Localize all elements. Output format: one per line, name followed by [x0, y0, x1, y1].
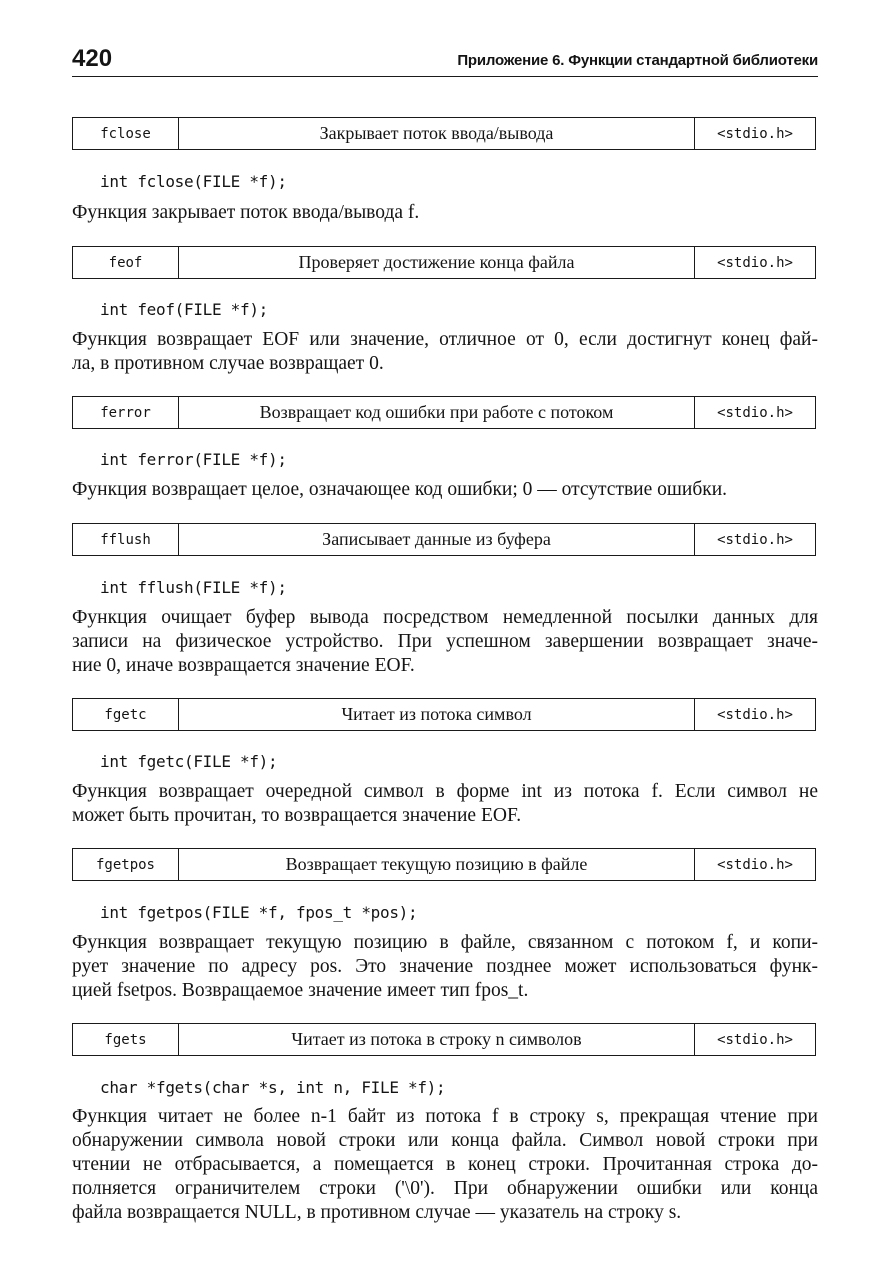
function-prototype: int feof(FILE *f); — [100, 300, 268, 319]
description-line: Функция возвращает EOF или значение, отличное от 0, если достигнут конец фай- — [72, 329, 818, 350]
entry-ferror-box — [72, 396, 816, 429]
entry-fgetpos-box — [72, 848, 816, 881]
function-prototype: int fgetc(FILE *f); — [100, 752, 278, 771]
header-file: <stdio.h> — [717, 856, 793, 873]
function-summary: Записывает данные из буфера — [179, 524, 695, 555]
function-name: fflush — [73, 524, 179, 555]
description-line: файла возвращается NULL, в противном случае — указатель на строку s. — [72, 1202, 682, 1223]
header-file: <stdio.h> — [717, 1031, 793, 1048]
function-summary: Проверяет достижение конца файла — [179, 247, 695, 278]
entry-feof-box — [72, 246, 816, 279]
description-line: Функция читает не более n-1 байт из потока f в строку s, прекращая чтение при — [72, 1106, 818, 1127]
function-description — [72, 1105, 818, 1225]
description-line: Функция очищает буфер вывода посредством немедленной посылки данных для — [72, 607, 818, 628]
function-prototype: char *fgets(char *s, int n, FILE *f); — [100, 1078, 446, 1097]
description-line: Функция возвращает целое, означающее код ошибки; 0 — отсутствие ошибки. — [72, 479, 728, 500]
function-name: feof — [73, 247, 179, 278]
header-file: <stdio.h> — [717, 254, 793, 271]
function-summary: Читает из потока в строку n символов — [179, 1024, 695, 1055]
header-file: <stdio.h> — [717, 706, 793, 723]
function-description — [72, 328, 818, 376]
running-title: Приложение 6. Функции стандартной библиотеки — [457, 52, 818, 69]
description-line: записи на физическое устройство. При успешном завершении возвращает значе- — [72, 631, 818, 652]
function-description — [72, 780, 818, 828]
entry-fgets-box — [72, 1023, 816, 1056]
function-description — [72, 931, 818, 1003]
function-summary: Читает из потока символ — [179, 699, 695, 730]
function-summary: Возвращает текущую позицию в файле — [179, 849, 695, 880]
description-line: Функция возвращает текущую позицию в файле, связанном с потоком f, и копи- — [72, 932, 818, 953]
function-name: fgetpos — [73, 849, 179, 880]
description-line: может быть прочитан, то возвращается значение EOF. — [72, 805, 522, 826]
function-prototype: int fclose(FILE *f); — [100, 172, 287, 191]
description-line: ние 0, иначе возвращается значение EOF. — [72, 655, 415, 676]
description-line: чтении не отбрасывается, а помещается в конец строки. Прочитанная строка до- — [72, 1154, 818, 1175]
function-description — [72, 606, 818, 678]
function-description — [72, 201, 818, 225]
function-name: fgets — [73, 1024, 179, 1055]
description-line: рует значение по адресу pos. Это значение позднее может использоваться функ- — [72, 956, 818, 977]
header-file: <stdio.h> — [717, 125, 793, 142]
description-line: Функция возвращает очередной символ в форме int из потока f. Если символ не — [72, 781, 818, 802]
description-line: ла, в противном случае возвращает 0. — [72, 353, 384, 374]
function-name: fgetc — [73, 699, 179, 730]
function-prototype: int ferror(FILE *f); — [100, 450, 287, 469]
page-number: 420 — [72, 45, 113, 72]
header-file: <stdio.h> — [717, 404, 793, 421]
function-description — [72, 478, 818, 502]
description-line: цией fsetpos. Возвращаемое значение имеет тип fpos_t. — [72, 980, 529, 1001]
header-file: <stdio.h> — [717, 531, 793, 548]
page-header — [72, 44, 818, 77]
function-prototype: int fgetpos(FILE *f, fpos_t *pos); — [100, 903, 418, 922]
entry-fclose-box — [72, 117, 816, 150]
entry-fflush-box — [72, 523, 816, 556]
function-prototype: int fflush(FILE *f); — [100, 578, 287, 597]
function-summary: Возвращает код ошибки при работе с потоком — [179, 397, 695, 428]
function-name: fclose — [73, 118, 179, 149]
description-line: обнаружении символа новой строки или конца файла. Символ новой строки при — [72, 1130, 818, 1151]
function-summary: Закрывает поток ввода/вывода — [179, 118, 695, 149]
description-line: полняется ограничителем строки ('\0'). При обнаружении ошибки или конца — [72, 1178, 818, 1199]
entry-fgetc-box — [72, 698, 816, 731]
description-line: Функция закрывает поток ввода/вывода f. — [72, 202, 420, 223]
function-name: ferror — [73, 397, 179, 428]
